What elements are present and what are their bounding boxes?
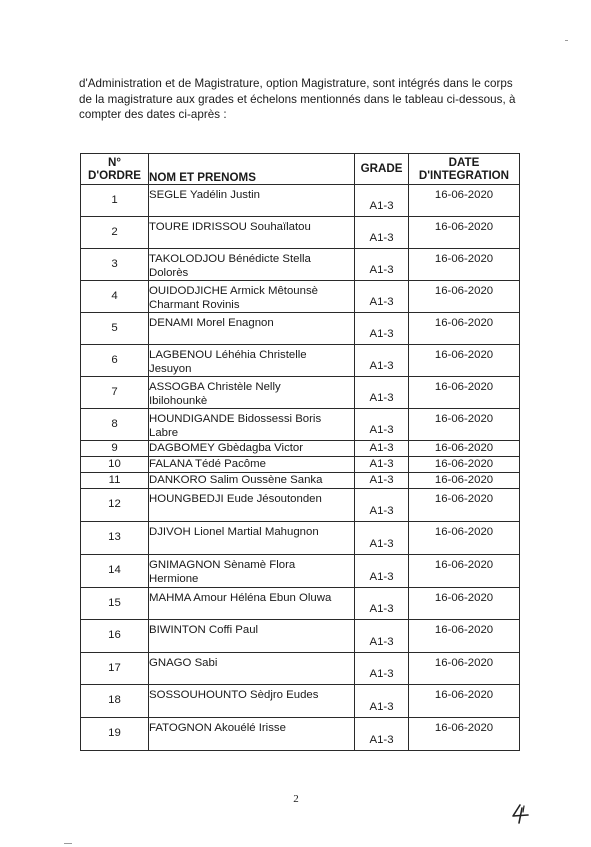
row-order-number: 11 bbox=[81, 473, 149, 489]
row-integration-date: 16-06-2020 bbox=[409, 249, 520, 281]
row-grade: A1-3 bbox=[355, 620, 409, 653]
header-name: NOM ET PRENOMS bbox=[149, 154, 355, 185]
handwritten-initial-mark bbox=[510, 803, 532, 830]
row-grade: A1-3 bbox=[355, 409, 409, 441]
header-order-line1: N° bbox=[107, 155, 121, 169]
intro-line: compter des dates ci-après : bbox=[79, 108, 227, 121]
row-name-line1: BIWINTON Coffi Paul bbox=[149, 624, 259, 636]
row-name-line2: Jesuyon bbox=[149, 362, 192, 375]
row-integration-date: 16-06-2020 bbox=[409, 522, 520, 555]
row-grade: A1-3 bbox=[355, 457, 409, 473]
row-grade: A1-3 bbox=[355, 718, 409, 751]
row-full-name bbox=[149, 377, 355, 409]
row-name-line1: SOSSOUHOUNTO Sèdjro Eudes bbox=[149, 689, 319, 701]
row-order-number: 4 bbox=[81, 281, 149, 313]
row-integration-date: 16-06-2020 bbox=[409, 441, 520, 457]
row-order-number: 15 bbox=[81, 588, 149, 620]
table-row bbox=[81, 685, 520, 718]
row-name-line1: LAGBENOU Léhéhia Christelle bbox=[149, 349, 307, 361]
row-order-number: 18 bbox=[81, 685, 149, 718]
row-order-number: 9 bbox=[81, 441, 149, 457]
row-grade: A1-3 bbox=[355, 522, 409, 555]
table-row bbox=[81, 718, 520, 751]
table-row bbox=[81, 473, 520, 489]
row-grade: A1-3 bbox=[355, 249, 409, 281]
row-full-name bbox=[149, 441, 355, 457]
row-full-name bbox=[149, 409, 355, 441]
row-name-line2: Charmant Rovinis bbox=[149, 298, 240, 311]
header-order-line2: D'ORDRE bbox=[88, 169, 141, 182]
table-row bbox=[81, 441, 520, 457]
row-name-line1: GNAGO Sabi bbox=[149, 657, 218, 669]
row-name-line1: HOUNDIGANDE Bidossessi Boris bbox=[149, 413, 322, 425]
row-grade: A1-3 bbox=[355, 441, 409, 457]
row-name-line1: HOUNGBEDJI Eude Jésoutonden bbox=[149, 493, 322, 505]
row-order-number: 7 bbox=[81, 377, 149, 409]
intro-line: de la magistrature aux grades et échelons mentionnés dans le tableau ci-dessous, à bbox=[79, 92, 516, 106]
table-row bbox=[81, 588, 520, 620]
table-row bbox=[81, 457, 520, 473]
row-full-name bbox=[149, 718, 355, 751]
table-row bbox=[81, 217, 520, 249]
row-order-number: 1 bbox=[81, 185, 149, 217]
table-row bbox=[81, 489, 520, 522]
table-row bbox=[81, 653, 520, 685]
row-grade: A1-3 bbox=[355, 185, 409, 217]
header-date-line2: D'INTEGRATION bbox=[418, 169, 510, 182]
intro-line: d'Administration et de Magistrature, option Magistrature, sont intégrés dans le corps bbox=[79, 77, 513, 90]
handwritten-initial-icon bbox=[510, 803, 532, 825]
row-integration-date: 16-06-2020 bbox=[409, 718, 520, 751]
row-integration-date: 16-06-2020 bbox=[409, 473, 520, 489]
row-name-line1: FATOGNON Akouélé Irisse bbox=[149, 722, 286, 734]
table-row bbox=[81, 555, 520, 588]
row-order-number: 13 bbox=[81, 522, 149, 555]
row-grade: A1-3 bbox=[355, 685, 409, 718]
header-integration-date bbox=[409, 154, 520, 185]
row-order-number: 10 bbox=[81, 457, 149, 473]
row-integration-date: 16-06-2020 bbox=[409, 489, 520, 522]
intro-paragraph bbox=[79, 76, 549, 123]
row-name-line1: MAHMA Amour Héléna Ebun Oluwa bbox=[149, 592, 332, 604]
table-row bbox=[81, 249, 520, 281]
row-full-name bbox=[149, 555, 355, 588]
table-body bbox=[81, 185, 520, 751]
row-grade: A1-3 bbox=[355, 473, 409, 489]
row-full-name bbox=[149, 249, 355, 281]
row-full-name bbox=[149, 588, 355, 620]
row-full-name bbox=[149, 489, 355, 522]
table-row bbox=[81, 281, 520, 313]
table-row bbox=[81, 409, 520, 441]
row-name-line2: Hermione bbox=[149, 572, 199, 585]
row-name-line2: Labre bbox=[149, 426, 179, 439]
row-integration-date: 16-06-2020 bbox=[409, 409, 520, 441]
scan-speck bbox=[565, 40, 568, 41]
row-full-name bbox=[149, 685, 355, 718]
row-order-number: 2 bbox=[81, 217, 149, 249]
table-row bbox=[81, 377, 520, 409]
row-integration-date: 16-06-2020 bbox=[409, 685, 520, 718]
row-full-name bbox=[149, 345, 355, 377]
row-name-line1: DANKORO Salim Oussène Sanka bbox=[149, 473, 323, 486]
row-name-line2: Ibilohounkè bbox=[149, 394, 208, 407]
row-integration-date: 16-06-2020 bbox=[409, 345, 520, 377]
row-order-number: 6 bbox=[81, 345, 149, 377]
row-full-name bbox=[149, 522, 355, 555]
row-name-line1: ASSOGBA Christèle Nelly bbox=[149, 381, 281, 393]
table-row bbox=[81, 313, 520, 345]
row-full-name bbox=[149, 281, 355, 313]
row-name-line1: SEGLE Yadélin Justin bbox=[149, 189, 261, 201]
header-date-line1: DATE bbox=[448, 155, 480, 169]
row-grade: A1-3 bbox=[355, 653, 409, 685]
row-full-name bbox=[149, 457, 355, 473]
row-grade: A1-3 bbox=[355, 281, 409, 313]
row-grade: A1-3 bbox=[355, 489, 409, 522]
row-integration-date: 16-06-2020 bbox=[409, 185, 520, 217]
row-integration-date: 16-06-2020 bbox=[409, 588, 520, 620]
row-grade: A1-3 bbox=[355, 313, 409, 345]
row-name-line1: FALANA Tédé Pacôme bbox=[149, 457, 266, 470]
row-integration-date: 16-06-2020 bbox=[409, 555, 520, 588]
row-name-line1: OUIDODJICHE Armick Mêtounsè bbox=[149, 285, 318, 297]
row-grade: A1-3 bbox=[355, 588, 409, 620]
row-name-line1: GNIMAGNON Sènamè Flora bbox=[149, 559, 296, 571]
row-order-number: 14 bbox=[81, 555, 149, 588]
row-order-number: 19 bbox=[81, 718, 149, 751]
table-row bbox=[81, 345, 520, 377]
row-order-number: 16 bbox=[81, 620, 149, 653]
row-integration-date: 16-06-2020 bbox=[409, 653, 520, 685]
table-row bbox=[81, 522, 520, 555]
table-row bbox=[81, 620, 520, 653]
row-order-number: 5 bbox=[81, 313, 149, 345]
row-integration-date: 16-06-2020 bbox=[409, 457, 520, 473]
row-name-line1: TAKOLODJOU Bénédicte Stella bbox=[149, 253, 311, 265]
row-full-name bbox=[149, 473, 355, 489]
row-integration-date: 16-06-2020 bbox=[409, 377, 520, 409]
row-order-number: 8 bbox=[81, 409, 149, 441]
table-row bbox=[81, 185, 520, 217]
row-grade: A1-3 bbox=[355, 345, 409, 377]
row-grade: A1-3 bbox=[355, 377, 409, 409]
table-header-row bbox=[81, 154, 520, 185]
row-name-line2: Dolorès bbox=[149, 266, 189, 279]
row-integration-date: 16-06-2020 bbox=[409, 313, 520, 345]
scan-speck bbox=[64, 843, 72, 844]
row-name-line1: TOURE IDRISSOU Souhaïlatou bbox=[149, 221, 311, 233]
integration-table bbox=[80, 153, 520, 751]
row-name-line1: DAGBOMEY Gbèdagba Victor bbox=[149, 441, 304, 454]
header-order-number bbox=[81, 154, 149, 185]
row-full-name bbox=[149, 217, 355, 249]
row-integration-date: 16-06-2020 bbox=[409, 620, 520, 653]
row-integration-date: 16-06-2020 bbox=[409, 217, 520, 249]
row-name-line1: DJIVOH Lionel Martial Mahugnon bbox=[149, 526, 319, 538]
row-full-name bbox=[149, 185, 355, 217]
page-number: 2 bbox=[293, 793, 299, 805]
row-full-name bbox=[149, 620, 355, 653]
row-grade: A1-3 bbox=[355, 217, 409, 249]
row-order-number: 17 bbox=[81, 653, 149, 685]
row-grade: A1-3 bbox=[355, 555, 409, 588]
row-full-name bbox=[149, 653, 355, 685]
row-order-number: 3 bbox=[81, 249, 149, 281]
row-name-line1: DENAMI Morel Enagnon bbox=[149, 317, 274, 329]
row-order-number: 12 bbox=[81, 489, 149, 522]
row-full-name bbox=[149, 313, 355, 345]
header-grade: GRADE bbox=[355, 154, 409, 185]
row-integration-date: 16-06-2020 bbox=[409, 281, 520, 313]
